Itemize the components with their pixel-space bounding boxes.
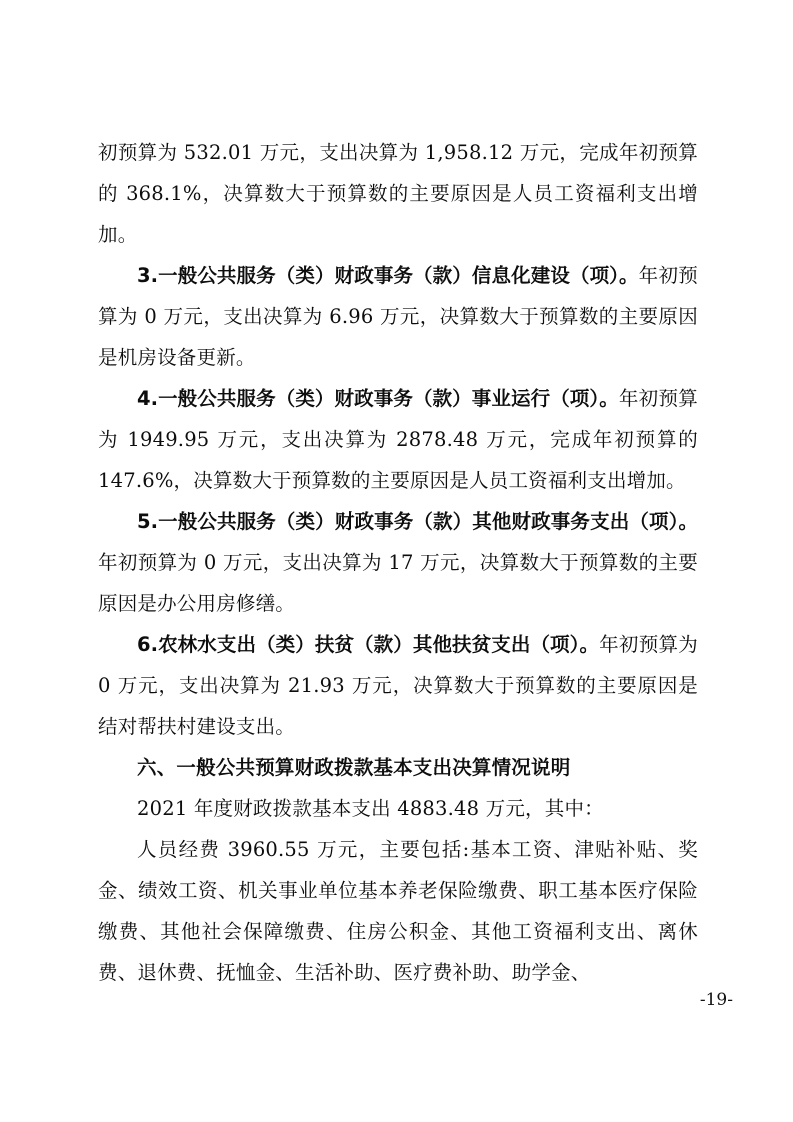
page-content	[98, 132, 698, 993]
paragraph-personnel-cost: 人员经费 3960.55 万元，主要包括:基本工资、津贴补贴、奖金、绩效工资、机关事业单位基本养老保险缴费、职工基本医疗保险缴费、其他社会保障缴费、住房公积金、其他工资福利支出、离休费、退休费、抚恤金、生活补助、医疗费补助、助学金、	[98, 838, 698, 984]
paragraph-continuation: 初预算为 532.01 万元，支出决算为 1,958.12 万元，完成年初预算的 368.1%，决算数大于预算数的主要原因是人员工资福利支出增加。	[98, 141, 698, 246]
section-heading-six: 六、一般公共预算财政拨款基本支出决算情况说明	[137, 756, 571, 779]
paragraph-item-3	[98, 255, 698, 378]
item-5-bold-lead: 5.一般公共服务（类）财政事务（款）其他财政事务支出（项）。	[137, 510, 698, 533]
paragraph-item-5	[98, 501, 698, 624]
item-4-bold-lead: 4.一般公共服务（类）财政事务（款）事业运行（项）。	[137, 387, 619, 410]
item-3-text: 年初预算为 0 万元，支出决算为 6.96 万元，决算数大于预算数的主要原因是机房设备更新。	[98, 264, 698, 369]
item-3-bold-lead: 3.一般公共服务（类）财政事务（款）信息化建设（项）。	[137, 264, 639, 287]
item-5-text: 年初预算为 0 万元，支出决算为 17 万元，决算数大于预算数的主要原因是办公用房修缮。	[98, 551, 698, 615]
paragraph-item-4	[98, 378, 698, 501]
item-6-bold-lead: 6.农林水支出（类）扶贫（款）其他扶贫支出（项）。	[137, 633, 600, 656]
paragraph-item-6	[98, 624, 698, 747]
item-6-text: 年初预算为 0 万元，支出决算为 21.93 万元，决算数大于预算数的主要原因是结对帮扶村建设支出。	[98, 633, 698, 738]
paragraph-basic-expenditure: 2021 年度财政拨款基本支出 4883.48 万元，其中：	[137, 797, 604, 820]
item-4-text: 年初预算为 1949.95 万元，支出决算为 2878.48 万元，完成年初预算的 147.6%，决算数大于预算数的主要原因是人员工资福利支出增加。	[98, 387, 698, 492]
page-number: -19-	[699, 990, 733, 1010]
